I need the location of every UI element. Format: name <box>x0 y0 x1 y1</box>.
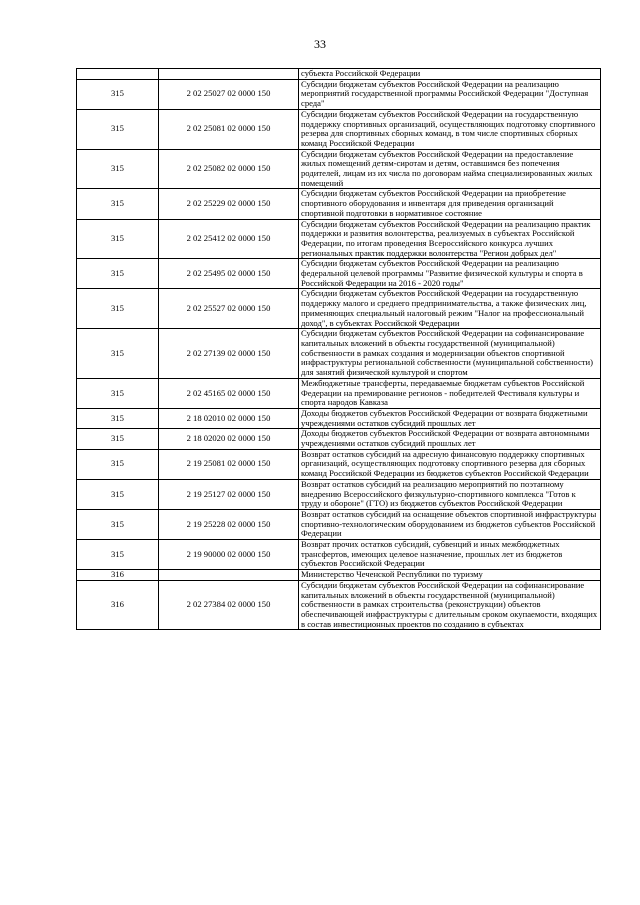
table-row <box>77 109 601 149</box>
admin-code-cell: 315 <box>77 329 159 379</box>
table-row <box>77 378 601 408</box>
budget-code-cell: 2 02 25527 02 0000 150 <box>159 289 299 329</box>
budget-code-cell <box>159 69 299 80</box>
revenue-name-cell: Возврат остатков субсидий на оснащение объектов спортивной инфраструктуры спортивно-технологическим оборудованием из бюджетов субъектов Российской Федерации <box>299 509 601 539</box>
budget-code-cell: 2 19 90000 02 0000 150 <box>159 540 299 570</box>
table-row <box>77 408 601 428</box>
admin-code-cell: 315 <box>77 378 159 408</box>
budget-code-cell: 2 19 25127 02 0000 150 <box>159 479 299 509</box>
budget-code-cell: 2 18 02010 02 0000 150 <box>159 408 299 428</box>
admin-code-cell: 315 <box>77 449 159 479</box>
budget-code-cell: 2 02 25495 02 0000 150 <box>159 259 299 289</box>
budget-code-cell: 2 02 25082 02 0000 150 <box>159 149 299 189</box>
budget-code-cell <box>159 570 299 581</box>
table-row <box>77 189 601 219</box>
revenue-name-cell: Субсидии бюджетам субъектов Российской Федерации на реализацию федеральной целевой программы "Развитие физической культуры и спорта в Российской Федерации на 2016 - 2020 годы" <box>299 259 601 289</box>
revenue-name-cell: Субсидии бюджетам субъектов Российской Федерации на софинансирование капитальных вложений в объекты государственной (муниципальной) собственности в рамках строительства (реконструкции) объектов обеспечивающей инфраструктуры с длительным сроком окупаемости, входящих в состав инвестиционных проектов по созданию в субъектах <box>299 580 601 630</box>
admin-code-cell: 315 <box>77 509 159 539</box>
admin-code-cell: 315 <box>77 259 159 289</box>
table-row <box>77 219 601 259</box>
table-row <box>77 79 601 109</box>
budget-code-cell: 2 18 02020 02 0000 150 <box>159 429 299 449</box>
budget-code-cell: 2 02 25229 02 0000 150 <box>159 189 299 219</box>
revenue-name-cell: Субсидии бюджетам субъектов Российской Федерации на государственную поддержку малого и среднего предпринимательства, а также физических лиц, применяющих специальный налоговый режим "Налог на профессиональный доход", в субъектах Российской Федерации <box>299 289 601 329</box>
table-row <box>77 479 601 509</box>
admin-code-cell: 315 <box>77 79 159 109</box>
revenue-name-cell: Субсидии бюджетам субъектов Российской Федерации на приобретение спортивного оборудования и инвентаря для приведения организаций спортивной подготовки в нормативное состояние <box>299 189 601 219</box>
admin-code-cell: 315 <box>77 289 159 329</box>
table-row <box>77 540 601 570</box>
revenue-name-cell: Субсидии бюджетам субъектов Российской Федерации на реализацию мероприятий государственной программы Российской Федерации "Доступная среда" <box>299 79 601 109</box>
admin-code-cell: 315 <box>77 540 159 570</box>
revenue-name-cell: Возврат прочих остатков субсидий, субвенций и иных межбюджетных трансфертов, имеющих целевое назначение, прошлых лет из бюджетов субъектов Российской Федерации <box>299 540 601 570</box>
table-row <box>77 580 601 630</box>
table-row <box>77 449 601 479</box>
budget-code-cell: 2 02 25081 02 0000 150 <box>159 109 299 149</box>
table-row <box>77 429 601 449</box>
budget-code-cell: 2 02 25412 02 0000 150 <box>159 219 299 259</box>
admin-code-cell: 316 <box>77 580 159 630</box>
admin-code-cell: 315 <box>77 189 159 219</box>
revenue-name-cell: Субсидии бюджетам субъектов Российской Федерации на реализацию практик поддержки и развития волонтерства, реализуемых в субъектах Российской Федерации, по итогам проведения Всероссийского конкурса лучших региональных практик поддержки волонтерства "Регион добрых дел" <box>299 219 601 259</box>
table-row <box>77 259 601 289</box>
table-row <box>77 570 601 581</box>
budget-code-cell: 2 19 25081 02 0000 150 <box>159 449 299 479</box>
budget-code-cell: 2 02 27384 02 0000 150 <box>159 580 299 630</box>
table-row <box>77 149 601 189</box>
budget-code-cell: 2 02 25027 02 0000 150 <box>159 79 299 109</box>
admin-code-cell <box>77 69 159 80</box>
admin-code-cell: 315 <box>77 219 159 259</box>
revenue-name-cell: Возврат остатков субсидий на адресную финансовую поддержку спортивных организаций, осуществляющих подготовку спортивного резерва для сборных команд Российской Федерации из бюджетов субъектов Российской Федерации <box>299 449 601 479</box>
budget-code-cell: 2 19 25228 02 0000 150 <box>159 509 299 539</box>
budget-code-cell: 2 02 27139 02 0000 150 <box>159 329 299 379</box>
admin-code-cell: 315 <box>77 109 159 149</box>
revenue-name-cell: Доходы бюджетов субъектов Российской Федерации от возврата бюджетными учреждениями остатков субсидий прошлых лет <box>299 408 601 428</box>
revenue-codes-table <box>76 68 601 630</box>
page-number: 33 <box>314 37 326 51</box>
table-row <box>77 329 601 379</box>
table-row <box>77 509 601 539</box>
revenue-name-cell: Субсидии бюджетам субъектов Российской Федерации на предоставление жилых помещений детям-сиротам и детям, оставшимся без попечения родителей, лицам из их числа по договорам найма специализированных жилых помещений <box>299 149 601 189</box>
revenue-name-cell: Субсидии бюджетам субъектов Российской Федерации на государственную поддержку спортивных организаций, осуществляющих подготовку спортивного резерва для спортивных сборных команд, в том числе спортивных сборных команд Российской Федерации <box>299 109 601 149</box>
revenue-name-cell: Межбюджетные трансферты, передаваемые бюджетам субъектов Российской Федерации на премирование регионов - победителей Фестиваля культуры и спорта народов Кавказа <box>299 378 601 408</box>
admin-code-cell: 315 <box>77 479 159 509</box>
budget-code-cell: 2 02 45165 02 0000 150 <box>159 378 299 408</box>
admin-code-cell: 316 <box>77 570 159 581</box>
revenue-name-cell: Возврат остатков субсидий на реализацию мероприятий по поэтапному внедрению Всероссийского физкультурно-спортивного комплекса "Готов к труду и обороне" (ГТО) из бюджетов субъектов Российской Федерации <box>299 479 601 509</box>
admin-code-cell: 315 <box>77 429 159 449</box>
revenue-name-cell: Доходы бюджетов субъектов Российской Федерации от возврата автономными учреждениями остатков субсидий прошлых лет <box>299 429 601 449</box>
revenue-name-cell: Министерство Чеченской Республики по туризму <box>299 570 601 581</box>
table-row <box>77 289 601 329</box>
table-row <box>77 69 601 80</box>
revenue-name-cell: Субсидии бюджетам субъектов Российской Федерации на софинансирование капитальных вложений в объекты государственной (муниципальной) собственности в рамках создания и модернизации объектов спортивной инфраструктуры региональной собственности (муниципальной собственности) для занятий физической культурой и спортом <box>299 329 601 379</box>
revenue-name-cell: субъекта Российской Федерации <box>299 69 601 80</box>
admin-code-cell: 315 <box>77 408 159 428</box>
admin-code-cell: 315 <box>77 149 159 189</box>
